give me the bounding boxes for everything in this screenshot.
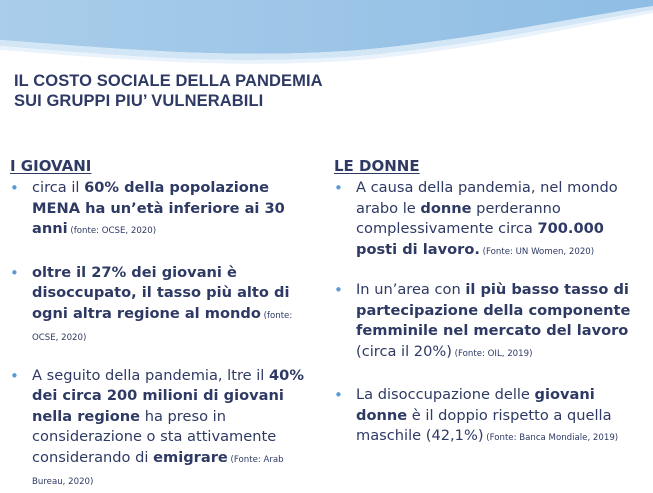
list-item [334,385,650,449]
source-note: (fonte: OCSE, 2020) [67,226,157,236]
women-bullet-list [334,178,650,449]
list-item-text: A seguito della pandemia, ltre il 40% dei circa 200 milioni di giovani nella regione ha preso in considerazione o sta attivamente considerando di emigrare (Fonte: Arab Bureau, 2020) [32,366,304,487]
list-item-text: oltre il 27% dei giovani è disoccupato, il tasso più alto di ogni altra regione al mondo (fonte: OCSE, 2020) [32,263,293,343]
source-note: (Fonte: OIL, 2019) [451,348,533,359]
bullet-icon: • [334,386,343,404]
decorative-wave-banner [0,0,653,72]
women-column [334,157,650,449]
bullet-icon: • [334,281,343,299]
list-item-text: A causa della pandemia, nel mondo arabo le donne perderanno complessivamente circa 700.000 posti di lavoro. (Fonte: UN Women, 2020) [356,179,618,258]
bullet-icon: • [10,179,19,197]
list-item-text: La disoccupazione delle giovani donne è il doppio rispetto a quella maschile (42,1%) (Fonte: Banca Mondiale, 2019) [356,386,619,444]
list-item [10,178,315,242]
list-item [10,366,315,493]
youth-bullet-list [10,178,315,493]
list-item [334,280,650,364]
slide-title-line-2: SUI GRUPPI PIU’ VULNERABILI [14,92,264,110]
slide-title [14,71,323,111]
youth-heading: I GIOVANI [10,157,92,175]
source-note: (fonte: OCSE, 2020) [32,310,293,343]
source-note: (Fonte: Arab Bureau, 2020) [32,454,284,487]
list-item [10,263,315,349]
source-note: (Fonte: Banca Mondiale, 2019) [483,433,619,443]
list-item-text: In un’area con il più basso tasso di partecipazione della componente femminile nel mercato del lavoro (circa il 20%) (Fonte: OIL, 2019) [356,281,631,360]
list-item [334,178,650,262]
youth-column [10,157,315,493]
bullet-icon: • [10,263,19,282]
list-item-text: circa il 60% della popolazione MENA ha un’età inferiore ai 30 anni (fonte: OCSE, 2020) [32,179,285,237]
source-note: (Fonte: UN Women, 2020) [479,246,595,257]
bullet-icon: • [334,179,343,197]
slide-title-line-1: IL COSTO SOCIALE DELLA PANDEMIA [14,72,323,90]
women-heading: LE DONNE [334,157,420,175]
bullet-icon: • [10,366,19,385]
